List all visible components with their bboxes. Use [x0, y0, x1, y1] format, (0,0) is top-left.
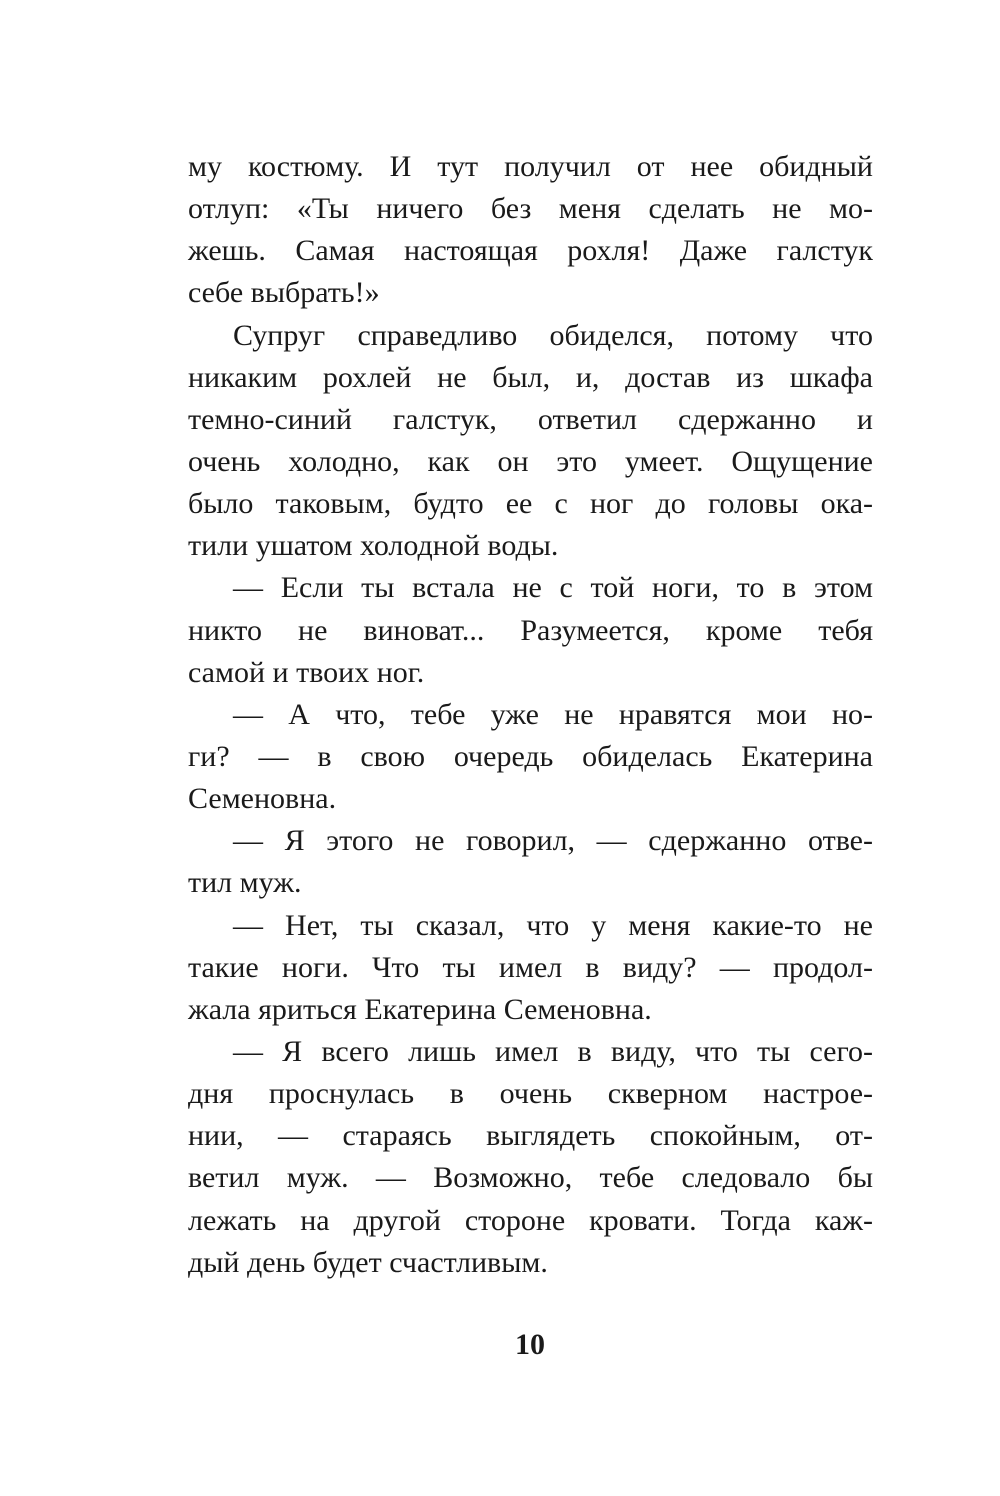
text-line: очень холодно, как он это умеет. Ощущение	[188, 444, 873, 478]
text-line: отлуп: «Ты ничего без меня сделать не мо-	[188, 192, 873, 226]
text-line: Семеновна.	[188, 782, 337, 816]
text-line: — Нет, ты сказал, что у меня какие-то не	[233, 908, 873, 942]
text-line: нии, — стараясь выглядеть спокойным, от-	[188, 1119, 873, 1153]
text-line: тил муж.	[188, 866, 302, 900]
text-line: — Если ты встала не с той ноги, то в этом	[233, 571, 873, 605]
text-line: лежать на другой стороне кровати. Тогда каж-	[188, 1203, 873, 1237]
body-text	[188, 146, 873, 1284]
text-line: дый день будет счастливым.	[188, 1245, 548, 1279]
text-line: было таковым, будто ее с ног до головы ока-	[188, 487, 873, 521]
text-line: такие ноги. Что ты имел в виду? — продол-	[188, 950, 873, 984]
text-line: му костюму. И тут получил от нее обидный	[188, 150, 873, 183]
text-line: жала яриться Екатерина Семеновна.	[188, 992, 652, 1026]
text-line: — Я этого не говорил, — сдержанно отве-	[233, 824, 873, 858]
text-line: никто не виноват... Разумеется, кроме тебя	[188, 613, 873, 647]
text-line: — А что, тебе уже не нравятся мои но-	[233, 697, 873, 731]
text-line: себе выбрать!»	[188, 276, 380, 310]
text-line: жешь. Самая настоящая рохля! Даже галстук	[188, 234, 873, 268]
text-line: Супруг справедливо обиделся, потому что	[233, 318, 873, 352]
text-line: — Я всего лишь имел в виду, что ты сего-	[233, 1034, 873, 1068]
text-line: тили ушатом холодной воды.	[188, 529, 559, 563]
text-line: дня проснулась в очень скверном настрое-	[188, 1077, 873, 1111]
text-line: темно-синий галстук, ответил сдержанно и	[188, 402, 873, 436]
text-line: никаким рохлей не был, и, достав из шкафа	[188, 360, 873, 394]
page-number: 10	[515, 1328, 545, 1361]
text-line: самой и твоих ног.	[188, 655, 425, 689]
text-line: ветил муж. — Возможно, тебе следовало бы	[188, 1161, 873, 1195]
text-line: ги? — в свою очередь обиделась Екатерина	[188, 739, 873, 773]
